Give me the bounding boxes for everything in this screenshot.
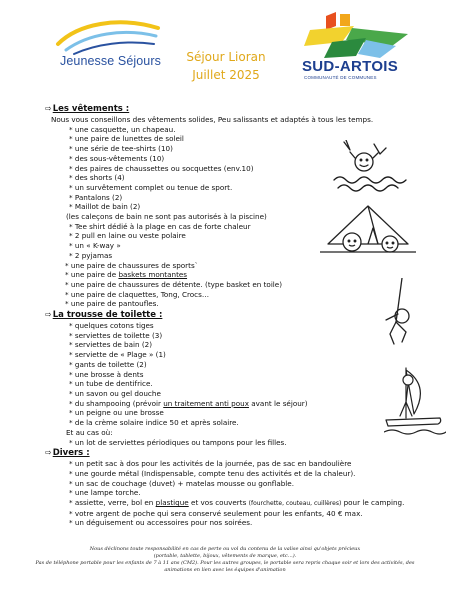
title-line-1: Séjour Lioran <box>186 50 266 64</box>
list-item: * gants de toilette (2) <box>69 359 147 369</box>
page-title <box>176 48 276 84</box>
list-item: * un « K-way » <box>69 241 121 251</box>
list-item: * un survêtement complet ou tenue de sport. <box>69 182 233 192</box>
right-logo-subtitle: COMMUNAUTÉ DE COMMUNES <box>304 75 377 80</box>
list-item: * un sac de couchage (duvet) + matelas mousse ou gonflable. <box>69 478 295 488</box>
underlined-text: plastique <box>155 498 189 508</box>
arrow-icon: ⇨ <box>45 104 52 113</box>
footer-disclaimer <box>14 546 436 574</box>
footer-line: Nous déclinons toute responsabilité en cas de perte ou vol du contenu de la valise ainsi qu'objets précieux <box>89 546 361 552</box>
list-item: * un peigne ou une brosse <box>69 408 164 418</box>
list-item: * une brosse à dents <box>69 369 144 379</box>
swimmer-doodle-icon <box>330 140 410 196</box>
arrow-icon: ⇨ <box>45 310 52 320</box>
underlined-text: un traitement anti poux <box>163 398 249 408</box>
list-item: * un lot de serviettes périodiques ou tampons pour les filles. <box>69 437 287 447</box>
sud-artois-logo <box>296 12 426 92</box>
list-item: * un petit sac à dos pour les activités de la journée, pas de sac en bandoulière <box>69 459 352 469</box>
small-text: (fourchette, couteau, cuillères) <box>248 500 342 508</box>
section-title-vetements: ⇨Les vêtements : <box>45 104 130 114</box>
list-item: * assiette, verre, bol en plastique et vos couverts (fourchette, couteau, cuillères) pour le camping. <box>69 498 405 508</box>
list-item: * une paire de pantoufles. <box>65 299 159 309</box>
list-item: * un déguisement ou accessoires pour nos soirées. <box>69 518 253 528</box>
footer-line: animations en lien avec les équipes d'animation <box>164 567 286 573</box>
vetements-intro: Nous vous conseillons des vêtements solides, Peu salissants et adaptés à tous les temps. <box>51 115 374 124</box>
list-item: * des paires de chaussettes ou socquettes (env.10) <box>69 163 254 173</box>
list-item: * une lampe torche. <box>69 488 141 498</box>
list-item: * une paire de baskets montantes <box>65 270 188 280</box>
list-item: * des shorts (4) <box>69 173 125 183</box>
list-item: * votre argent de poche qui sera conservé seulement pour les enfants, 40 € max. <box>69 508 363 518</box>
list-item: * un savon ou gel douche <box>69 388 161 398</box>
footer-line: (portable, tablette, bijoux, vêtements de marque, etc…). <box>153 553 297 559</box>
sud-artois-emblem-icon <box>296 12 426 62</box>
list-item: * serviettes de toilette (3) <box>69 330 163 340</box>
list-item: * serviette de « Plage » (1) <box>69 350 166 360</box>
list-item: * serviettes de bain (2) <box>69 340 153 350</box>
title-line-2: Juillet 2025 <box>192 68 260 82</box>
list-item: * Pantalons (2) <box>69 192 123 202</box>
list-item: * des sous-vêtements (10) <box>69 153 165 163</box>
jeunesse-sejours-logo <box>38 14 168 84</box>
list-item: * une série de tee-shirts (10) <box>69 144 173 154</box>
list-item: * du shampooing (prévoir un traitement anti poux avant le séjour) <box>69 398 308 408</box>
list-item: * une paire de chaussures de sports` <box>65 260 199 270</box>
list-item: * Tee shirt dédié à la plage en cas de forte chaleur <box>69 221 251 231</box>
underlined-text: baskets montantes <box>118 270 188 280</box>
list-item: * un tube de dentifrice. <box>69 379 153 389</box>
tent-doodle-icon <box>318 200 418 260</box>
list-item: * une paire de lunettes de soleil <box>69 134 184 144</box>
climber-doodle-icon <box>372 278 432 354</box>
list-item: * quelques cotons tiges <box>69 321 154 331</box>
windsurfer-doodle-icon <box>384 362 446 440</box>
list-item: * 2 pyjamas <box>69 250 113 260</box>
section-title-toilette: ⇨La trousse de toilette : <box>45 310 163 321</box>
list-item: * une paire de chaussures de détente. (type basket en toile) <box>65 279 283 289</box>
list-item: * une casquette, un chapeau. <box>69 124 176 134</box>
list-item: * Maillot de bain (2) <box>69 202 141 212</box>
list-item: * 2 pull en laine ou veste polaire <box>69 231 186 241</box>
arrow-icon: ⇨ <box>45 448 52 458</box>
list-item: * de la crème solaire indice 50 et après solaire. <box>69 418 239 428</box>
section-title-divers: ⇨Divers : <box>45 448 90 459</box>
list-note: (les caleçons de bain ne sont pas autorisés à la piscine) <box>66 212 267 222</box>
footer-line: Pas de téléphone portable pour les enfants de 7 à 11 ans (CM2). Pour les autres groupes, le portable sera repris chaque soir et lors des activités, des <box>35 560 415 566</box>
list-note: Et au cas où: <box>66 427 113 437</box>
list-item: * une gourde métal (Indispensable, compte tenu des activités et de la chaleur). <box>69 468 356 478</box>
list-item: * une paire de claquettes, Tong, Crocs… <box>65 289 210 299</box>
logo-swoosh-icon <box>38 14 168 58</box>
right-logo-brand: SUD-ARTOIS <box>302 58 399 75</box>
left-logo-text: Jeunesse Séjours <box>60 54 161 68</box>
